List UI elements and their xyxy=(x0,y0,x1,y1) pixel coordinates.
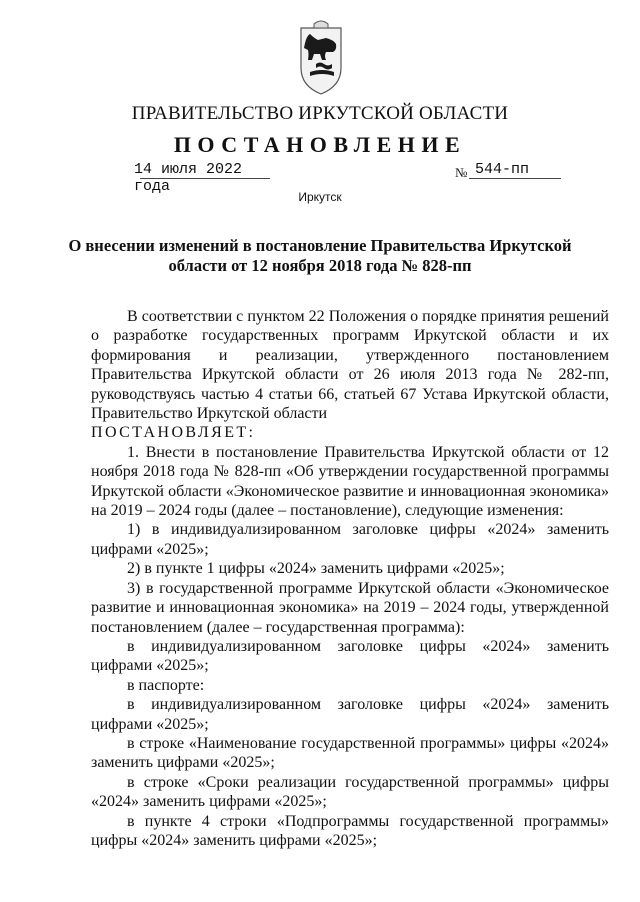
body-paragraph: 3) в государственной программе Иркутской области «Экономическое развитие и инновационная экономика» на 2019 – 2024 годы, утвержденной постановлением (далее – государственная программа): xyxy=(91,579,609,636)
government-name: ПРАВИТЕЛЬСТВО ИРКУТСКОЙ ОБЛАСТИ xyxy=(131,103,509,124)
body-paragraph: 1) в индивидуализированном заголовке цифры «2024» заменить цифрами «2025»; xyxy=(91,521,609,558)
body-paragraph: в пункте 4 строки «Подпрограммы государственной программы» цифры «2024» заменить цифрами «2025»; xyxy=(91,812,609,849)
body-paragraph: в паспорте: xyxy=(127,676,205,694)
body-paragraph: 2) в пункте 1 цифры «2024» заменить цифрами «2025»; xyxy=(127,560,505,578)
body-paragraph: в индивидуализированном заголовке цифры «2024» заменить цифрами «2025»; xyxy=(91,696,609,733)
document-number-field xyxy=(455,159,561,181)
body-paragraph: в строке «Наименование государственной программы» цифры «2024» заменить цифрами «2025»; xyxy=(91,734,609,772)
document-city: Иркутск xyxy=(298,190,342,204)
body-paragraph: В соответствии с пунктом 22 Положения о порядке принятия решений о разработке государственных программ Иркутской области и их формирования и реализации, утвержденного постановлением Правительства Иркутской области от 26 июля 2013 года № 282-пп, руководствуясь частью 4 статьи 66, статьей 67 Устава Иркутской области, Правительство Иркутской области xyxy=(91,308,609,423)
document-date: 14 июля 2022 года xyxy=(134,161,243,195)
date-underline xyxy=(140,178,270,179)
document-type: ПОСТАНОВЛЕНИЕ xyxy=(173,132,467,157)
irkutsk-coat-of-arms-icon xyxy=(296,18,346,100)
number-underline xyxy=(469,178,561,179)
document-body xyxy=(91,307,609,850)
decree-word: ПОСТАНОВЛЯЕТ: xyxy=(91,424,256,442)
body-paragraph: в строке «Сроки реализации государственной программы» цифры «2024» заменить цифрами «2025»; xyxy=(91,773,609,811)
number-sign: № xyxy=(455,165,468,180)
body-paragraph: 1. Внести в постановление Правительства Иркутской области от 12 ноября 2018 года № 828-пп «Об утверждении государственной программы Иркутской области «Экономическое развитие и инновационная экономика» на 2019 – 2024 годы (далее – постановление), следующие изменения: xyxy=(91,443,609,520)
document-title: О внесении изменений в постановление Правительства Иркутской области от 12 ноября 2018 года № 828-пп xyxy=(68,236,572,275)
body-paragraph: в индивидуализированном заголовке цифры «2024» заменить цифрами «2025»; xyxy=(91,637,609,675)
document-date-field xyxy=(130,159,270,195)
document-number: 544-пп xyxy=(475,161,530,178)
